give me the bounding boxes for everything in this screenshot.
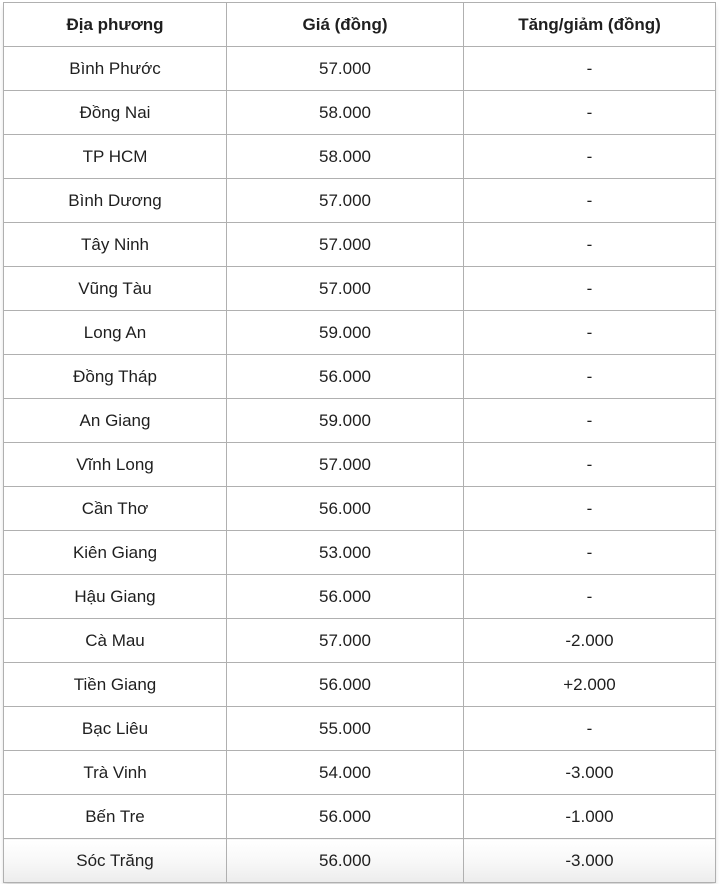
cell-change: - xyxy=(464,531,716,575)
cell-location: Vũng Tàu xyxy=(4,267,227,311)
cell-price: 54.000 xyxy=(227,751,464,795)
table-row xyxy=(4,575,716,619)
price-table xyxy=(3,2,716,883)
cell-price: 56.000 xyxy=(227,487,464,531)
header-row xyxy=(4,3,716,47)
cell-price: 57.000 xyxy=(227,223,464,267)
cell-location: Sóc Trăng xyxy=(4,839,227,883)
cell-location: Cà Mau xyxy=(4,619,227,663)
cell-price: 58.000 xyxy=(227,135,464,179)
cell-price: 56.000 xyxy=(227,355,464,399)
table-body xyxy=(4,47,716,883)
column-header-price: Giá (đồng) xyxy=(227,3,464,47)
table-row xyxy=(4,707,716,751)
column-header-location: Địa phương xyxy=(4,3,227,47)
cell-change: - xyxy=(464,707,716,751)
cell-location: Cần Thơ xyxy=(4,487,227,531)
cell-location: Trà Vinh xyxy=(4,751,227,795)
cell-change: - xyxy=(464,311,716,355)
table-row xyxy=(4,619,716,663)
table-header xyxy=(4,3,716,47)
cell-change: - xyxy=(464,575,716,619)
cell-change: -3.000 xyxy=(464,751,716,795)
table-row xyxy=(4,311,716,355)
table-row xyxy=(4,531,716,575)
cell-price: 56.000 xyxy=(227,839,464,883)
cell-change: - xyxy=(464,179,716,223)
cell-location: Bạc Liêu xyxy=(4,707,227,751)
cell-price: 57.000 xyxy=(227,267,464,311)
cell-location: Kiên Giang xyxy=(4,531,227,575)
cell-price: 59.000 xyxy=(227,311,464,355)
table-row xyxy=(4,223,716,267)
table-row xyxy=(4,487,716,531)
cell-location: Bình Phước xyxy=(4,47,227,91)
cell-location: Đồng Nai xyxy=(4,91,227,135)
cell-change: - xyxy=(464,443,716,487)
cell-price: 59.000 xyxy=(227,399,464,443)
cell-price: 57.000 xyxy=(227,47,464,91)
table-row xyxy=(4,179,716,223)
cell-location: TP HCM xyxy=(4,135,227,179)
table-row xyxy=(4,47,716,91)
column-header-change: Tăng/giảm (đồng) xyxy=(464,3,716,47)
table-row xyxy=(4,355,716,399)
table-row xyxy=(4,839,716,883)
table-row xyxy=(4,91,716,135)
cell-price: 56.000 xyxy=(227,575,464,619)
cell-price: 57.000 xyxy=(227,619,464,663)
cell-location: Tây Ninh xyxy=(4,223,227,267)
cell-location: Hậu Giang xyxy=(4,575,227,619)
cell-location: Bình Dương xyxy=(4,179,227,223)
cell-change: - xyxy=(464,223,716,267)
cell-price: 58.000 xyxy=(227,91,464,135)
table-row xyxy=(4,751,716,795)
cell-price: 57.000 xyxy=(227,179,464,223)
cell-change: +2.000 xyxy=(464,663,716,707)
cell-price: 56.000 xyxy=(227,663,464,707)
table-row xyxy=(4,399,716,443)
cell-change: - xyxy=(464,487,716,531)
cell-price: 56.000 xyxy=(227,795,464,839)
cell-price: 57.000 xyxy=(227,443,464,487)
cell-location: Đồng Tháp xyxy=(4,355,227,399)
table-row xyxy=(4,135,716,179)
cell-change: -1.000 xyxy=(464,795,716,839)
cell-change: - xyxy=(464,47,716,91)
cell-price: 55.000 xyxy=(227,707,464,751)
cell-change: - xyxy=(464,91,716,135)
table-row xyxy=(4,795,716,839)
table-row xyxy=(4,663,716,707)
cell-location: Long An xyxy=(4,311,227,355)
cell-change: - xyxy=(464,267,716,311)
table-row xyxy=(4,443,716,487)
cell-change: - xyxy=(464,355,716,399)
cell-price: 53.000 xyxy=(227,531,464,575)
table-row xyxy=(4,267,716,311)
cell-change: -2.000 xyxy=(464,619,716,663)
cell-location: Vĩnh Long xyxy=(4,443,227,487)
cell-change: -3.000 xyxy=(464,839,716,883)
cell-change: - xyxy=(464,135,716,179)
cell-location: Bến Tre xyxy=(4,795,227,839)
cell-change: - xyxy=(464,399,716,443)
cell-location: An Giang xyxy=(4,399,227,443)
cell-location: Tiền Giang xyxy=(4,663,227,707)
